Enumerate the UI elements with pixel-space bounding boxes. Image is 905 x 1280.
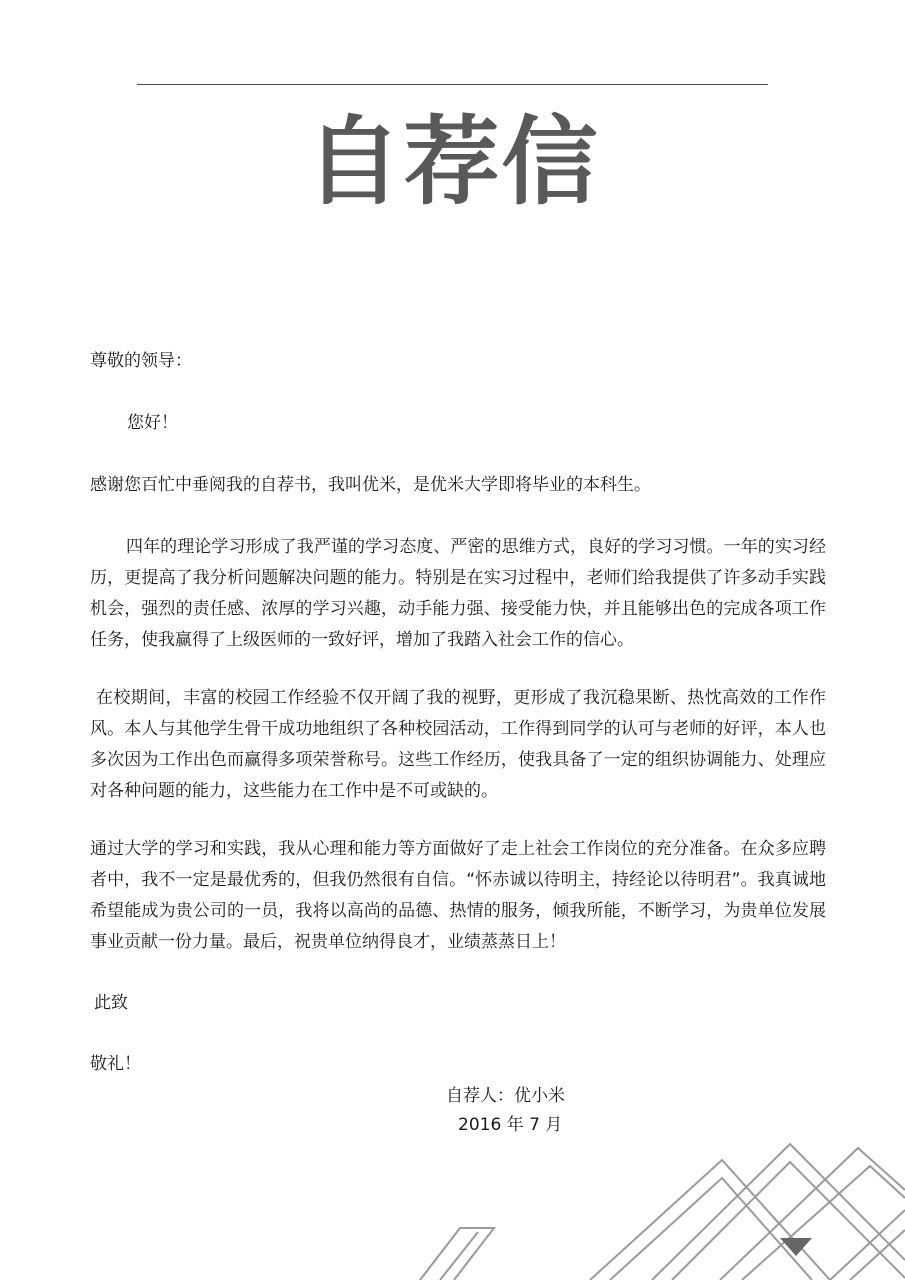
top-divider-line (137, 84, 768, 85)
letter-date: 2016 年 7 月 (458, 1115, 563, 1135)
deco-line-7 (830, 1210, 905, 1280)
deco-mountain-3 (652, 1144, 905, 1280)
geometric-decoration (0, 1140, 905, 1280)
signature: 自荐人：优小米 (446, 1086, 565, 1106)
deco-mountain-1 (590, 1160, 830, 1280)
intro-line: 感谢您百忙中垂阅我的自荐书，我叫优米，是优米大学即将毕业的本科生。 (90, 475, 651, 495)
letter-title: 自荐信 (305, 106, 600, 218)
deco-mountain-6 (742, 1166, 905, 1280)
closing-salute: 敬礼！ (90, 1054, 141, 1074)
body-paragraph-2: 在校期间，丰富的校园工作经验不仅开阔了我的视野，更形成了我沉稳果断、热忱高效的工作作风。本人与其他学生骨干成功地组织了各种校园活动，工作得到同学的认可与老师的好评，本人也多次因为工作出色而赢得多项荣誉称号。这些工作经历，使我具备了一定的组织协调能力、处理应对各种问题的能力，这些能力在工作中是不可或缺的。 (90, 688, 826, 801)
body-paragraph-1: 四年的理论学习形成了我严谨的学习态度、严密的思维方式，良好的学习习惯。一年的实习经历，更提高了我分析问题解决问题的能力。特别是在实习过程中，老师们给我提供了许多动手实践机会，强烈的责任感、浓厚的学习兴趣，动手能力强、接受能力快，并且能够出色的完成各项工作任务，使我赢得了上级医师的一致好评，增加了我踏入社会工作的信心。 (90, 537, 826, 650)
body-paragraph-3: 通过大学的学习和实践，我从心理和能力等方面做好了走上社会工作岗位的充分准备。在众多应聘者中，我不一定是最优秀的，但我仍然很有自信。“怀赤诚以待明主，持经论以待明君”。我真诚地希望能成为贵公司的一员，我将以高尚的品德、热情的服务，倾我所能，不断学习，为贵单位发展事业贡献一份力量。最后，祝贵单位纳得良才，业绩蒸蒸日上！ (90, 839, 826, 952)
salutation: 尊敬的领导： (90, 351, 192, 371)
greeting: 您好！ (127, 413, 178, 433)
deco-mountain-2 (610, 1178, 812, 1280)
closing-regards: 此致 (94, 993, 128, 1013)
deco-left-parallelogram (420, 1228, 494, 1280)
